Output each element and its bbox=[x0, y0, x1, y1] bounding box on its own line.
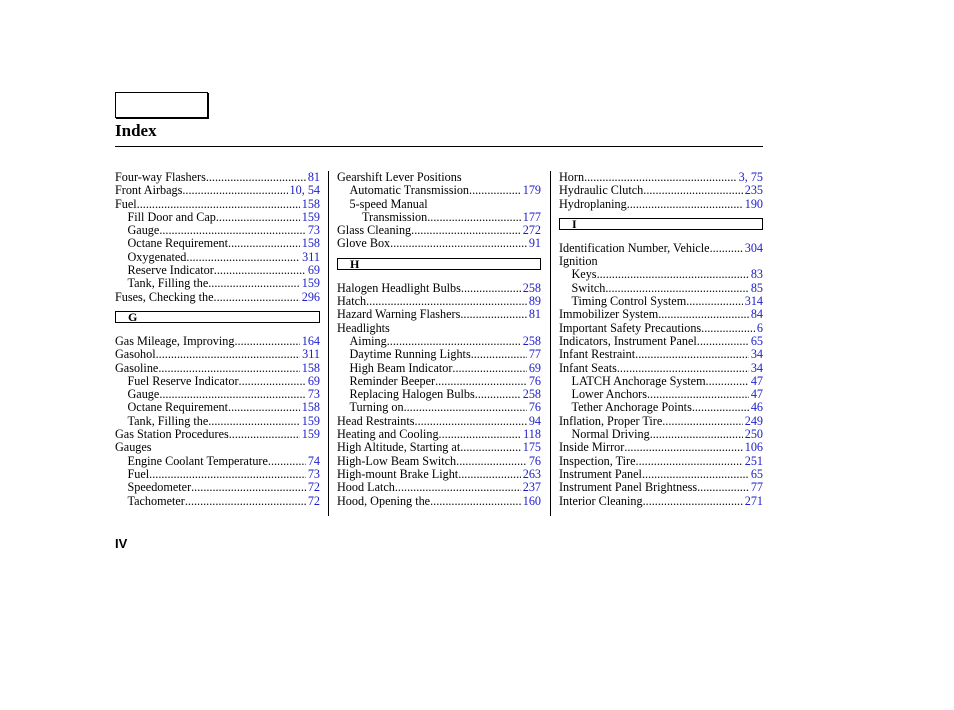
index-entry bbox=[115, 455, 320, 468]
dot-leader bbox=[214, 291, 300, 304]
index-entry bbox=[337, 495, 541, 508]
index-entry bbox=[337, 335, 541, 348]
entry-term: LATCH Anchorage System bbox=[571, 374, 706, 388]
dot-leader bbox=[208, 415, 299, 428]
index-entry bbox=[337, 481, 541, 494]
index-entry bbox=[337, 348, 541, 361]
page-reference-link[interactable]: 106 bbox=[744, 441, 763, 455]
index-entry bbox=[337, 375, 541, 388]
page-reference-link[interactable]: 258 bbox=[522, 334, 541, 348]
entry-term: Engine Coolant Temperature bbox=[127, 454, 268, 468]
page-reference-link[interactable]: 83 bbox=[750, 268, 763, 282]
page-reference-link[interactable]: 258 bbox=[522, 281, 541, 295]
dot-leader bbox=[469, 184, 521, 197]
page-reference-link[interactable]: 72 bbox=[307, 494, 320, 508]
entry-term: Oxygenated bbox=[127, 250, 187, 264]
dot-leader bbox=[650, 428, 743, 441]
index-entry bbox=[337, 224, 541, 237]
index-entry bbox=[559, 242, 763, 255]
dot-leader bbox=[643, 184, 742, 197]
page-reference-link[interactable]: 311 bbox=[302, 348, 320, 362]
page-reference-link[interactable]: 263 bbox=[522, 467, 541, 481]
dot-leader bbox=[643, 495, 743, 508]
entry-term: Fuel bbox=[115, 197, 137, 211]
dot-leader bbox=[617, 362, 749, 375]
index-entry bbox=[115, 495, 320, 508]
entry-term: Hatch bbox=[337, 295, 367, 309]
page-reference-link[interactable]: 77 bbox=[528, 348, 541, 362]
entry-term: High Beam Indicator bbox=[349, 361, 453, 375]
page-reference-link[interactable]: 179 bbox=[522, 184, 541, 198]
dot-leader bbox=[662, 415, 742, 428]
page-reference-link[interactable]: 164 bbox=[301, 334, 320, 348]
dot-leader bbox=[137, 198, 300, 211]
index-entry bbox=[559, 308, 763, 321]
dot-leader bbox=[191, 481, 306, 494]
page-reference-link[interactable]: 47 bbox=[750, 374, 763, 388]
page-reference-link[interactable]: 47 bbox=[750, 388, 763, 402]
page-reference-link[interactable]: 271 bbox=[744, 494, 763, 508]
index-entry bbox=[115, 428, 320, 441]
page-reference-link[interactable]: 84 bbox=[750, 308, 763, 322]
index-entry bbox=[559, 415, 763, 428]
dot-leader bbox=[692, 401, 749, 414]
entry-term: Gasoline bbox=[115, 361, 159, 375]
entry-term: Glove Box bbox=[337, 237, 391, 251]
entry-term: Fuel bbox=[127, 467, 150, 481]
entry-term: Head Restraints bbox=[337, 414, 415, 428]
index-column-3 bbox=[559, 171, 763, 508]
index-entry bbox=[115, 171, 320, 184]
entry-term: Indicators, Instrument Panel bbox=[559, 334, 697, 348]
dot-leader bbox=[156, 348, 301, 361]
dot-leader bbox=[390, 237, 527, 250]
header-tab-box bbox=[115, 92, 208, 118]
index-entry bbox=[115, 237, 320, 250]
page-reference-link[interactable]: 177 bbox=[522, 210, 541, 224]
page-reference-link[interactable]: 69 bbox=[307, 264, 320, 278]
entry-term: Hood, Opening the bbox=[337, 494, 431, 508]
dot-leader bbox=[475, 388, 521, 401]
entry-term: Tank, Filling the bbox=[127, 277, 209, 291]
index-entry bbox=[115, 348, 320, 361]
page-reference-link[interactable]: 235 bbox=[744, 184, 763, 198]
index-entry bbox=[115, 277, 320, 290]
dot-leader bbox=[458, 468, 521, 481]
page-reference-link[interactable]: 159 bbox=[301, 414, 320, 428]
index-entry bbox=[337, 198, 541, 211]
index-entry bbox=[337, 308, 541, 321]
dot-leader bbox=[627, 198, 743, 211]
entry-term: Daytime Running Lights bbox=[349, 348, 471, 362]
dot-leader bbox=[411, 224, 521, 237]
index-entry bbox=[115, 401, 320, 414]
index-entry bbox=[559, 375, 763, 388]
page-reference-link[interactable]: 34 bbox=[750, 348, 763, 362]
index-entry bbox=[115, 224, 320, 237]
index-entry bbox=[337, 401, 541, 414]
index-entry bbox=[337, 441, 541, 454]
entry-term: High-Low Beam Switch bbox=[337, 454, 457, 468]
index-entry bbox=[115, 291, 320, 304]
dot-leader bbox=[635, 348, 749, 361]
index-entry bbox=[559, 401, 763, 414]
index-entry bbox=[559, 255, 763, 268]
entry-term: Tank, Filling the bbox=[127, 414, 209, 428]
dot-leader bbox=[461, 282, 521, 295]
entry-term: Fuel Reserve Indicator bbox=[127, 374, 239, 388]
page-reference-link[interactable]: 118 bbox=[523, 428, 541, 442]
index-entry bbox=[559, 468, 763, 481]
dot-leader bbox=[149, 468, 306, 481]
index-entry bbox=[115, 481, 320, 494]
entry-term: Tachometer bbox=[127, 494, 185, 508]
index-entry bbox=[559, 428, 763, 441]
dot-leader bbox=[268, 455, 306, 468]
dot-leader bbox=[597, 268, 749, 281]
section-letter-g: G bbox=[115, 311, 320, 323]
dot-leader bbox=[229, 428, 300, 441]
index-entry bbox=[115, 198, 320, 211]
page-reference-link[interactable]: 76 bbox=[528, 374, 541, 388]
entry-term: High-mount Brake Light bbox=[337, 467, 459, 481]
dot-leader bbox=[228, 401, 300, 414]
index-entry bbox=[559, 198, 763, 211]
index-entry bbox=[115, 388, 320, 401]
index-entry bbox=[559, 268, 763, 281]
index-entry bbox=[559, 455, 763, 468]
index-entry bbox=[115, 468, 320, 481]
dot-leader bbox=[158, 362, 299, 375]
page-reference-link[interactable]: 77 bbox=[750, 481, 763, 495]
entry-term: Fuses, Checking the bbox=[115, 290, 214, 304]
page-reference-link[interactable]: 159 bbox=[301, 210, 320, 224]
dot-leader bbox=[686, 295, 743, 308]
entry-term: Automatic Transmission bbox=[349, 184, 470, 198]
page-reference-link[interactable]: 69 bbox=[528, 361, 541, 375]
page-reference-link[interactable]: 249 bbox=[744, 414, 763, 428]
page-reference-link[interactable]: 74 bbox=[307, 454, 320, 468]
entry-term: Gauge bbox=[127, 388, 160, 402]
entry-term: Infant Seats bbox=[559, 361, 617, 375]
index-entry bbox=[559, 348, 763, 361]
dot-leader bbox=[208, 277, 299, 290]
index-entry bbox=[337, 362, 541, 375]
dot-leader bbox=[584, 171, 737, 184]
entry-term: Octane Requirement bbox=[127, 237, 229, 251]
dot-leader bbox=[647, 388, 749, 401]
page-reference-link[interactable]: 10, 54 bbox=[289, 184, 320, 198]
page-reference-link[interactable]: 73 bbox=[307, 224, 320, 238]
entry-term: Keys bbox=[571, 268, 597, 282]
index-entry bbox=[115, 415, 320, 428]
entry-term: 5-speed Manual bbox=[349, 197, 428, 211]
entry-term: Gas Mileage, Improving bbox=[115, 334, 235, 348]
page-reference-link[interactable]: 258 bbox=[522, 388, 541, 402]
page-reference-link[interactable]: 94 bbox=[528, 414, 541, 428]
dot-leader bbox=[216, 211, 300, 224]
entry-term: Octane Requirement bbox=[127, 401, 229, 415]
index-entry bbox=[559, 335, 763, 348]
dot-leader bbox=[471, 348, 527, 361]
page-reference-link[interactable]: 175 bbox=[522, 441, 541, 455]
dot-leader bbox=[701, 322, 755, 335]
page-reference-link[interactable]: 160 bbox=[522, 494, 541, 508]
index-entry bbox=[115, 362, 320, 375]
entry-term: Identification Number, Vehicle bbox=[559, 241, 710, 255]
dot-leader bbox=[185, 495, 306, 508]
index-entry bbox=[559, 481, 763, 494]
entry-term: Gearshift Lever Positions bbox=[337, 171, 462, 184]
page-reference-link[interactable]: 65 bbox=[750, 334, 763, 348]
index-entry bbox=[559, 322, 763, 335]
entry-term: Reserve Indicator bbox=[127, 264, 214, 278]
entry-term: Tether Anchorage Points bbox=[571, 401, 692, 415]
entry-term: Aiming bbox=[349, 334, 387, 348]
page-reference-link[interactable]: 6 bbox=[756, 321, 763, 335]
dot-leader bbox=[642, 468, 749, 481]
page-reference-link[interactable]: 159 bbox=[301, 428, 320, 442]
index-entry bbox=[337, 455, 541, 468]
index-entry bbox=[337, 295, 541, 308]
entry-term: Inspection, Tire bbox=[559, 454, 636, 468]
dot-leader bbox=[395, 481, 521, 494]
page-reference-link[interactable]: 304 bbox=[744, 241, 763, 255]
page-reference-link[interactable]: 159 bbox=[301, 277, 320, 291]
index-entry bbox=[337, 211, 541, 224]
dot-leader bbox=[430, 495, 521, 508]
page-reference-link[interactable]: 72 bbox=[307, 481, 320, 495]
page-reference-link[interactable]: 158 bbox=[301, 361, 320, 375]
page-reference-link[interactable]: 250 bbox=[744, 428, 763, 442]
entry-term: Gauge bbox=[127, 224, 160, 238]
dot-leader bbox=[228, 237, 300, 250]
entry-term: Important Safety Precautions bbox=[559, 321, 702, 335]
dot-leader bbox=[182, 184, 287, 197]
entry-term: Timing Control System bbox=[571, 295, 687, 309]
entry-term: Hazard Warning Flashers bbox=[337, 308, 461, 322]
dot-leader bbox=[605, 282, 748, 295]
index-entry bbox=[559, 171, 763, 184]
index-entry bbox=[559, 184, 763, 197]
page-reference-link[interactable]: 85 bbox=[750, 281, 763, 295]
index-entry bbox=[559, 495, 763, 508]
index-entry bbox=[337, 428, 541, 441]
dot-leader bbox=[186, 251, 300, 264]
entry-term: Heating and Cooling bbox=[337, 428, 439, 442]
dot-leader bbox=[239, 375, 306, 388]
page-number: IV bbox=[115, 536, 128, 551]
dot-leader bbox=[460, 441, 520, 454]
entry-term: Inflation, Proper Tire bbox=[559, 414, 663, 428]
entry-term: Normal Driving bbox=[571, 428, 650, 442]
index-entry bbox=[337, 282, 541, 295]
index-entry bbox=[559, 388, 763, 401]
header-rule bbox=[115, 146, 763, 147]
dot-leader bbox=[636, 455, 743, 468]
page-reference-link[interactable]: 65 bbox=[750, 467, 763, 481]
entry-term: Replacing Halogen Bulbs bbox=[349, 388, 475, 402]
page-reference-link[interactable]: 91 bbox=[528, 237, 541, 251]
index-entry bbox=[337, 184, 541, 197]
index-entry bbox=[337, 415, 541, 428]
index-entry bbox=[337, 171, 541, 184]
page-reference-link[interactable]: 158 bbox=[301, 401, 320, 415]
index-entry bbox=[337, 237, 541, 250]
dot-leader bbox=[706, 375, 749, 388]
dot-leader bbox=[234, 335, 299, 348]
index-entry bbox=[115, 251, 320, 264]
entry-term: Glass Cleaning bbox=[337, 224, 412, 238]
dot-leader bbox=[366, 295, 527, 308]
dot-leader bbox=[427, 211, 520, 224]
section-letter-i: I bbox=[559, 218, 763, 230]
entry-term: Inside Mirror bbox=[559, 441, 625, 455]
entry-term: Instrument Panel bbox=[559, 467, 642, 481]
entry-term: High Altitude, Starting at bbox=[337, 441, 461, 455]
page-title: Index bbox=[115, 121, 157, 140]
index-entry bbox=[115, 211, 320, 224]
page-reference-link[interactable]: 251 bbox=[744, 454, 763, 468]
page-reference-link[interactable]: 89 bbox=[528, 295, 541, 309]
index-entry bbox=[115, 441, 320, 454]
dot-leader bbox=[456, 455, 527, 468]
entry-term: Gasohol bbox=[115, 348, 156, 362]
index-entry bbox=[115, 264, 320, 277]
entry-term: Gauges bbox=[115, 441, 152, 455]
page-reference-link[interactable]: 69 bbox=[307, 374, 320, 388]
page-reference-link[interactable]: 76 bbox=[528, 401, 541, 415]
dot-leader bbox=[697, 335, 749, 348]
entry-term: Interior Cleaning bbox=[559, 494, 643, 508]
dot-leader bbox=[658, 308, 749, 321]
page-reference-link[interactable]: 158 bbox=[301, 197, 320, 211]
dot-leader bbox=[435, 375, 527, 388]
index-column-2 bbox=[337, 171, 541, 508]
entry-term: Front Airbags bbox=[115, 184, 183, 198]
dot-leader bbox=[439, 428, 522, 441]
entry-term: Speedometer bbox=[127, 481, 192, 495]
entry-term: Gas Station Procedures bbox=[115, 428, 229, 442]
entry-term: Turning on bbox=[349, 401, 404, 415]
page-reference-link[interactable]: 73 bbox=[307, 388, 320, 402]
dot-leader bbox=[697, 481, 749, 494]
entry-term: Immobilizer System bbox=[559, 308, 659, 322]
page-reference-link[interactable]: 81 bbox=[528, 308, 541, 322]
page-reference-link[interactable]: 81 bbox=[307, 171, 320, 184]
entry-term: Fill Door and Cap bbox=[127, 210, 216, 224]
page-reference-link[interactable]: 190 bbox=[744, 197, 763, 211]
page-reference-link[interactable]: 237 bbox=[522, 481, 541, 495]
entry-term: Lower Anchors bbox=[571, 388, 647, 402]
entry-term: Headlights bbox=[337, 321, 390, 335]
index-entry bbox=[559, 362, 763, 375]
entry-term: Instrument Panel Brightness bbox=[559, 481, 698, 495]
dot-leader bbox=[460, 308, 526, 321]
dot-leader bbox=[214, 264, 306, 277]
index-entry bbox=[559, 441, 763, 454]
index-entry bbox=[115, 184, 320, 197]
index-entry bbox=[115, 375, 320, 388]
dot-leader bbox=[710, 242, 743, 255]
index-entry bbox=[559, 282, 763, 295]
entry-term: Ignition bbox=[559, 255, 598, 269]
entry-term: Infant Restraint bbox=[559, 348, 636, 362]
index-entry bbox=[337, 468, 541, 481]
column-divider bbox=[550, 171, 551, 516]
dot-leader bbox=[404, 401, 527, 414]
entry-term: Hood Latch bbox=[337, 481, 395, 495]
page-reference-link[interactable]: 296 bbox=[301, 290, 320, 304]
column-divider bbox=[328, 171, 329, 516]
index-entry bbox=[337, 322, 541, 335]
entry-term: Halogen Headlight Bulbs bbox=[337, 281, 461, 295]
entry-term: Transmission bbox=[362, 210, 428, 224]
entry-term: Horn bbox=[559, 171, 585, 184]
dot-leader bbox=[624, 441, 742, 454]
index-entry bbox=[337, 388, 541, 401]
page-reference-link[interactable]: 76 bbox=[528, 454, 541, 468]
dot-leader bbox=[452, 362, 526, 375]
page-reference-link[interactable]: 272 bbox=[522, 224, 541, 238]
dot-leader bbox=[159, 224, 306, 237]
section-letter-h: H bbox=[337, 258, 541, 270]
entry-term: Four-way Flashers bbox=[115, 171, 206, 184]
index-entry bbox=[115, 335, 320, 348]
dot-leader bbox=[159, 388, 306, 401]
entry-term: Hydroplaning bbox=[559, 197, 627, 211]
page-reference-link[interactable]: 3, 75 bbox=[738, 171, 763, 184]
dot-leader bbox=[387, 335, 521, 348]
page-reference-link[interactable]: 158 bbox=[301, 237, 320, 251]
entry-term: Hydraulic Clutch bbox=[559, 184, 644, 198]
page-reference-link[interactable]: 46 bbox=[750, 401, 763, 415]
page-reference-link[interactable]: 311 bbox=[302, 250, 320, 264]
page-reference-link[interactable]: 73 bbox=[307, 467, 320, 481]
dot-leader bbox=[206, 171, 306, 184]
page-reference-link[interactable]: 314 bbox=[744, 295, 763, 309]
page-reference-link[interactable]: 34 bbox=[750, 361, 763, 375]
entry-term: Reminder Beeper bbox=[349, 374, 436, 388]
index-entry bbox=[559, 295, 763, 308]
dot-leader bbox=[415, 415, 527, 428]
index-column-1 bbox=[115, 171, 320, 508]
entry-term: Switch bbox=[571, 281, 606, 295]
